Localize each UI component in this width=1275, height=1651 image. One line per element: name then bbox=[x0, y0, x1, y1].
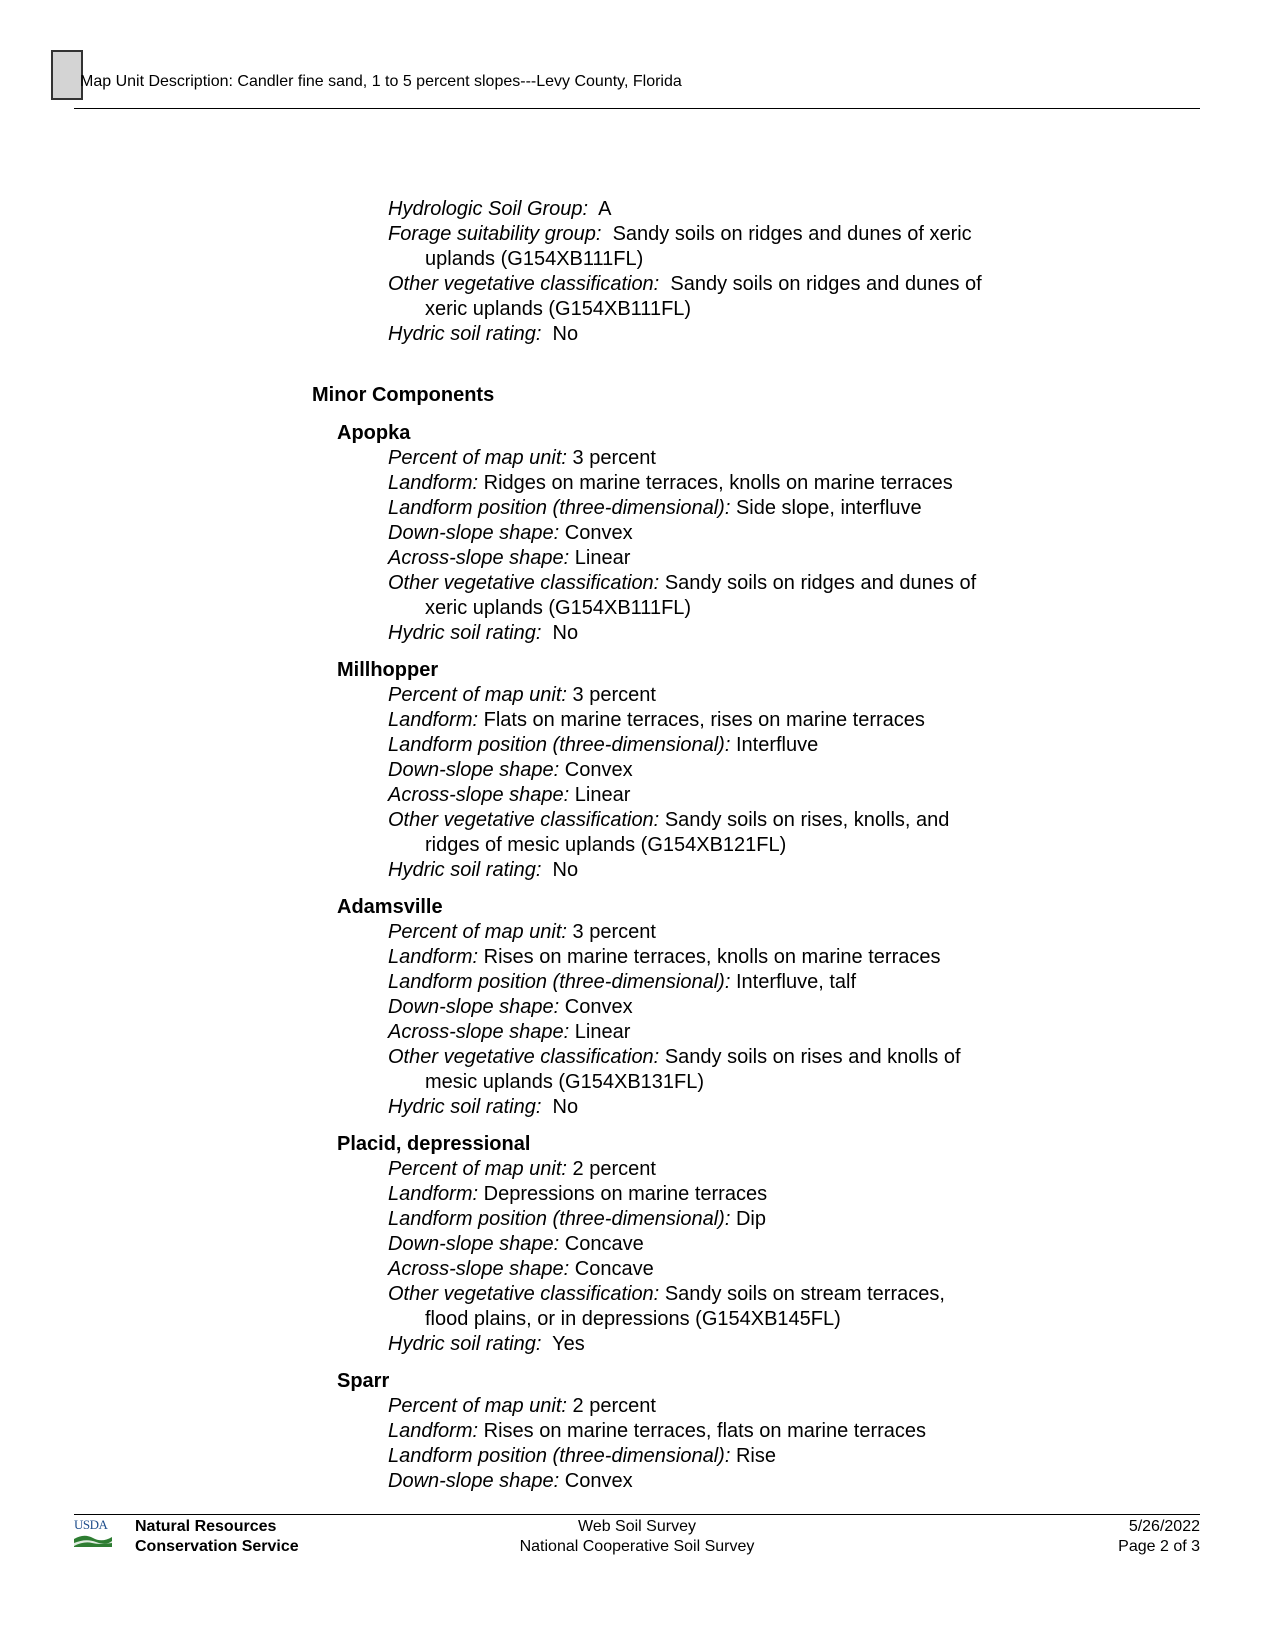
veg-row-cont bbox=[388, 297, 1038, 322]
hydric-row bbox=[388, 1095, 1038, 1120]
position-value: Interfluve bbox=[735, 734, 819, 756]
veg-row bbox=[388, 272, 1038, 297]
hydric-row bbox=[388, 322, 1038, 347]
down-slope-row bbox=[388, 1232, 1038, 1257]
position-value: Interfluve, talf bbox=[735, 971, 857, 993]
component-name: Millhopper bbox=[337, 659, 439, 681]
across-slope-value: Concave bbox=[574, 1258, 654, 1280]
survey-line-1: Web Soil Survey bbox=[578, 1518, 696, 1535]
across-slope-label: Across-slope shape: bbox=[388, 1258, 570, 1280]
veg-row-cont bbox=[388, 1070, 1038, 1095]
landform-label: Landform: bbox=[388, 946, 479, 968]
landform-row bbox=[388, 708, 1038, 733]
forage-label: Forage suitability group: bbox=[388, 223, 602, 245]
percent-value: 3 percent bbox=[572, 447, 656, 469]
landform-label: Landform: bbox=[388, 709, 479, 731]
down-slope-value: Concave bbox=[564, 1233, 644, 1255]
percent-value: 2 percent bbox=[572, 1158, 656, 1180]
percent-label: Percent of map unit: bbox=[388, 447, 567, 469]
veg-value: Sandy soils on rises, knolls, and bbox=[664, 809, 950, 831]
position-row bbox=[388, 1444, 1038, 1469]
down-slope-label: Down-slope shape: bbox=[388, 1470, 560, 1492]
position-row bbox=[388, 496, 1038, 521]
hydric-row bbox=[388, 858, 1038, 883]
veg-row-cont bbox=[388, 833, 1038, 858]
veg-row bbox=[388, 1282, 1038, 1307]
component-name: Apopka bbox=[337, 422, 411, 444]
landform-value: Flats on marine terraces, rises on marine terraces bbox=[483, 709, 925, 731]
survey-name bbox=[437, 1517, 837, 1557]
agency-line-2: Conservation Service bbox=[135, 1538, 299, 1555]
landform-label: Landform: bbox=[388, 1183, 479, 1205]
percent-label: Percent of map unit: bbox=[388, 1395, 567, 1417]
forage-value-cont: uplands (G154XB111FL) bbox=[425, 248, 644, 270]
position-row bbox=[388, 970, 1038, 995]
across-slope-row bbox=[388, 1257, 1038, 1282]
percent-label: Percent of map unit: bbox=[388, 921, 567, 943]
position-row bbox=[388, 1207, 1038, 1232]
component-name: Placid, depressional bbox=[337, 1133, 531, 1155]
down-slope-row bbox=[388, 521, 1038, 546]
down-slope-label: Down-slope shape: bbox=[388, 1233, 560, 1255]
landform-label: Landform: bbox=[388, 472, 479, 494]
across-slope-row bbox=[388, 1020, 1038, 1045]
percent-value: 2 percent bbox=[572, 1395, 656, 1417]
across-slope-value: Linear bbox=[574, 784, 631, 806]
position-label: Landform position (three-dimensional): bbox=[388, 497, 731, 519]
veg-row-cont bbox=[388, 1307, 1038, 1332]
veg-label: Other vegetative classification: bbox=[388, 1283, 660, 1305]
position-value: Dip bbox=[735, 1208, 766, 1230]
across-slope-label: Across-slope shape: bbox=[388, 784, 570, 806]
veg-value-cont: xeric uplands (G154XB111FL) bbox=[425, 298, 692, 320]
down-slope-value: Convex bbox=[564, 522, 633, 544]
percent-label: Percent of map unit: bbox=[388, 684, 567, 706]
position-value: Side slope, interfluve bbox=[735, 497, 922, 519]
veg-value-cont: flood plains, or in depressions (G154XB145FL) bbox=[425, 1308, 841, 1330]
veg-row bbox=[388, 571, 1038, 596]
hydric-label: Hydric soil rating: bbox=[388, 1096, 542, 1118]
hydric-label: Hydric soil rating: bbox=[388, 1333, 542, 1355]
hydric-value: No bbox=[552, 323, 579, 345]
hydrologic-label: Hydrologic Soil Group: bbox=[388, 198, 589, 220]
across-slope-label: Across-slope shape: bbox=[388, 547, 570, 569]
veg-row-cont bbox=[388, 596, 1038, 621]
landform-row bbox=[388, 1182, 1038, 1207]
component-properties bbox=[388, 683, 1038, 883]
hydrologic-value: A bbox=[598, 198, 612, 220]
veg-value-cont: xeric uplands (G154XB111FL) bbox=[425, 597, 692, 619]
veg-label: Other vegetative classification: bbox=[388, 572, 660, 594]
component-name: Adamsville bbox=[337, 896, 443, 918]
down-slope-label: Down-slope shape: bbox=[388, 996, 560, 1018]
print-date: 5/26/2022 bbox=[1128, 1518, 1200, 1535]
position-label: Landform position (three-dimensional): bbox=[388, 1445, 731, 1467]
hydric-label: Hydric soil rating: bbox=[388, 323, 542, 345]
down-slope-value: Convex bbox=[564, 996, 633, 1018]
veg-label: Other vegetative classification: bbox=[388, 809, 660, 831]
percent-label: Percent of map unit: bbox=[388, 1158, 567, 1180]
percent-row bbox=[388, 1394, 1038, 1419]
survey-line-2: National Cooperative Soil Survey bbox=[519, 1538, 755, 1555]
veg-row bbox=[388, 808, 1038, 833]
date-and-page bbox=[1118, 1517, 1200, 1557]
down-slope-value: Convex bbox=[564, 759, 633, 781]
across-slope-value: Linear bbox=[574, 547, 631, 569]
minor-components-heading: Minor Components bbox=[312, 384, 495, 406]
page-header-title: Map Unit Description: Candler fine sand, 1 to 5 percent slopes---Levy County, Florida bbox=[80, 73, 682, 90]
veg-value: Sandy soils on ridges and dunes of bbox=[670, 273, 982, 295]
position-label: Landform position (three-dimensional): bbox=[388, 734, 731, 756]
landform-value: Ridges on marine terraces, knolls on marine terraces bbox=[483, 472, 953, 494]
continued-properties bbox=[388, 197, 1038, 347]
percent-row bbox=[388, 1157, 1038, 1182]
hydric-value: Yes bbox=[552, 1333, 585, 1355]
across-slope-row bbox=[388, 783, 1038, 808]
landform-row bbox=[388, 471, 1038, 496]
hydric-value: No bbox=[552, 622, 579, 644]
veg-value: Sandy soils on ridges and dunes of bbox=[664, 572, 977, 594]
landform-row bbox=[388, 945, 1038, 970]
veg-value: Sandy soils on rises and knolls of bbox=[664, 1046, 961, 1068]
footer-divider bbox=[74, 1514, 1200, 1515]
forage-row bbox=[388, 222, 1038, 247]
agency-name bbox=[135, 1517, 299, 1557]
percent-row bbox=[388, 920, 1038, 945]
percent-value: 3 percent bbox=[572, 684, 656, 706]
down-slope-value: Convex bbox=[564, 1470, 633, 1492]
landform-label: Landform: bbox=[388, 1420, 479, 1442]
hydric-value: No bbox=[552, 1096, 579, 1118]
down-slope-row bbox=[388, 995, 1038, 1020]
hydrologic-row bbox=[388, 197, 1038, 222]
hydric-label: Hydric soil rating: bbox=[388, 859, 542, 881]
agency-line-1: Natural Resources bbox=[135, 1518, 277, 1535]
veg-label: Other vegetative classification: bbox=[388, 273, 660, 295]
component-properties bbox=[388, 1157, 1038, 1357]
forage-value: Sandy soils on ridges and dunes of xeric bbox=[612, 223, 972, 245]
across-slope-label: Across-slope shape: bbox=[388, 1021, 570, 1043]
down-slope-row bbox=[388, 758, 1038, 783]
position-row bbox=[388, 733, 1038, 758]
position-label: Landform position (three-dimensional): bbox=[388, 971, 731, 993]
forage-row-cont bbox=[388, 247, 1038, 272]
percent-value: 3 percent bbox=[572, 921, 656, 943]
page-marker-box bbox=[51, 50, 83, 100]
veg-label: Other vegetative classification: bbox=[388, 1046, 660, 1068]
component-properties bbox=[388, 446, 1038, 646]
down-slope-label: Down-slope shape: bbox=[388, 522, 560, 544]
landform-value: Rises on marine terraces, flats on marine terraces bbox=[483, 1420, 927, 1442]
landform-value: Rises on marine terraces, knolls on marine terraces bbox=[483, 946, 941, 968]
percent-row bbox=[388, 683, 1038, 708]
down-slope-label: Down-slope shape: bbox=[388, 759, 560, 781]
across-slope-value: Linear bbox=[574, 1021, 631, 1043]
usda-logo-text: USDA bbox=[74, 1517, 108, 1532]
veg-value-cont: ridges of mesic uplands (G154XB121FL) bbox=[425, 834, 787, 856]
position-value: Rise bbox=[735, 1445, 776, 1467]
usda-landscape-icon bbox=[74, 1533, 112, 1547]
position-label: Landform position (three-dimensional): bbox=[388, 1208, 731, 1230]
usda-logo bbox=[74, 1518, 114, 1548]
landform-value: Depressions on marine terraces bbox=[483, 1183, 768, 1205]
component-properties bbox=[388, 920, 1038, 1120]
hydric-value: No bbox=[552, 859, 579, 881]
hydric-row bbox=[388, 621, 1038, 646]
percent-row bbox=[388, 446, 1038, 471]
landform-row bbox=[388, 1419, 1038, 1444]
down-slope-row bbox=[388, 1469, 1038, 1494]
veg-value: Sandy soils on stream terraces, bbox=[664, 1283, 945, 1305]
component-name: Sparr bbox=[337, 1370, 390, 1392]
across-slope-row bbox=[388, 546, 1038, 571]
header-divider bbox=[74, 108, 1200, 109]
hydric-row bbox=[388, 1332, 1038, 1357]
hydric-label: Hydric soil rating: bbox=[388, 622, 542, 644]
veg-row bbox=[388, 1045, 1038, 1070]
page-number: Page 2 of 3 bbox=[1118, 1538, 1200, 1555]
component-properties bbox=[388, 1394, 1038, 1494]
veg-value-cont: mesic uplands (G154XB131FL) bbox=[425, 1071, 705, 1093]
